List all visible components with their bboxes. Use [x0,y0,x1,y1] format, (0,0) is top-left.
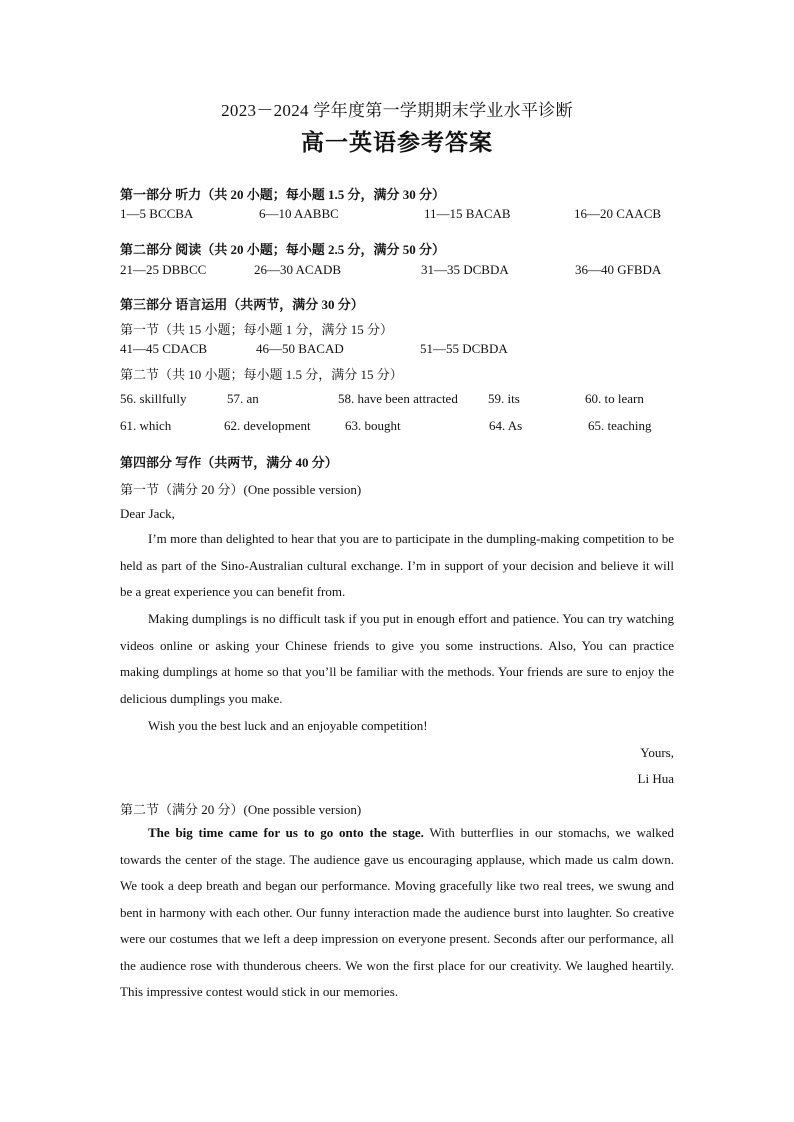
story-lead-sentence: The big time came for us to go onto the stage. [148,825,424,840]
part4-heading: 第四部分 写作（共两节，满分 40 分） [120,455,338,470]
part4-section2-heading: 第二节（满分 20 分）(One possible version) [120,802,362,817]
fill-answer: 65. teaching [588,418,652,433]
part2-heading: 第二部分 阅读（共 20 小题；每小题 2.5 分，满分 50 分） [120,242,446,257]
part2-answer: 31—35 DCBDA [421,262,509,277]
exam-title: 2023－2024 学年度第一学期期末学业水平诊断 [221,101,573,120]
page-title: 高一英语参考答案 [301,130,493,155]
part3-section2-heading: 第二节（共 10 小题；每小题 1.5 分，满分 15 分） [120,367,403,382]
fill-answer: 57. an [227,391,259,406]
fill-answer: 60. to learn [585,391,644,406]
story-paragraph [120,820,674,1006]
part3-answer: 46—50 BACAD [256,341,344,356]
part3-answer: 51—55 DCBDA [420,341,508,356]
letter-paragraph: Making dumplings is no difficult task if you put in enough effort and patience. You can try watching videos online or asking your Chinese friends to give you some instructions. Also, You can practice making dumplings at home so that you’ll be familiar with the methods. Your friends are sure to enjoy the delicious dumplings you make. [120,611,674,706]
letter-paragraph: I’m more than delighted to hear that you are to participate in the dumpling-making competition to be held as part of the Sino-Australian cultural exchange. I’m in support of your decision and believe it will be a great experience you can benefit from. [120,531,674,599]
fill-answer: 56. skillfully [120,391,187,406]
part1-answer: 16—20 CAACB [574,206,662,221]
letter-signature: Li Hua [637,771,674,786]
part3-section1-heading: 第一节（共 15 小题；每小题 1 分，满分 15 分） [120,322,394,337]
story-body: With butterflies in our stomachs, we walked towards the center of the stage. The audience gave us encouraging applause, which made us calm down. We took a deep breath and began our performance. Moving gracefully like two real trees, we swung and bent in harmony with each other. Our funny interaction made the audience burst into laughter. So creative were our costumes that we left a deep impression on everyone present. Seconds after our performance, all the audience rose with thunderous cheers. We won the first place for our creativity. We laughed heartily. This impressive contest would stick in our memories. [120,825,675,999]
letter-salutation: Dear Jack, [120,506,175,521]
part1-heading: 第一部分 听力（共 20 小题；每小题 1.5 分，满分 30 分） [120,187,446,202]
part1-answer: 1—5 BCCBA [120,206,194,221]
letter-closing: Yours, [640,745,674,760]
part2-answer: 26—30 ACADB [254,262,342,277]
part2-answer: 21—25 DBBCC [120,262,207,277]
part3-heading: 第三部分 语言运用（共两节，满分 30 分） [120,297,364,312]
part1-answer: 11—15 BACAB [424,206,511,221]
part3-answer: 41—45 CDACB [120,341,208,356]
fill-answer: 62. development [224,418,311,433]
part2-answer: 36—40 GFBDA [575,262,662,277]
fill-answer: 59. its [488,391,520,406]
fill-answer: 61. which [120,418,172,433]
fill-answer: 63. bought [345,418,401,433]
fill-answer: 58. have been attracted [338,391,458,406]
part1-answer: 6—10 AABBC [259,206,339,221]
letter-paragraph: Wish you the best luck and an enjoyable competition! [148,718,428,733]
fill-answer: 64. As [489,418,523,433]
part4-section1-heading: 第一节（满分 20 分）(One possible version) [120,482,362,497]
